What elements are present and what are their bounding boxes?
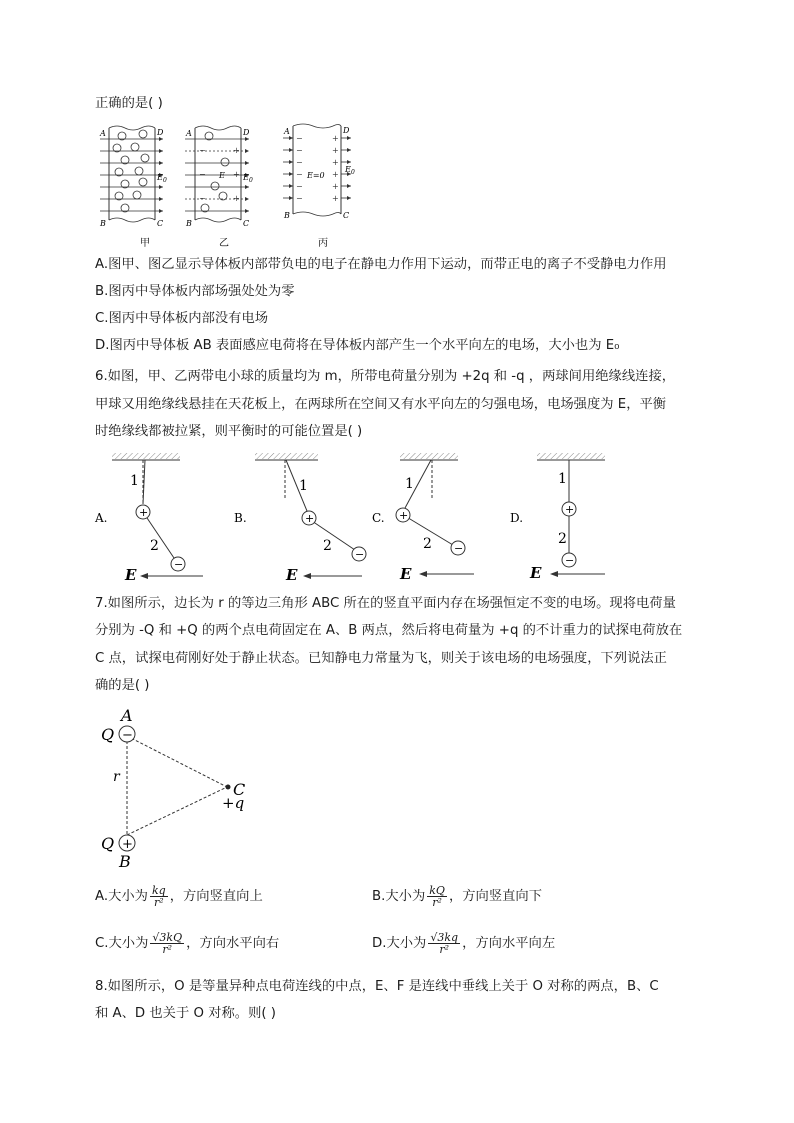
- svg-text:−: −: [296, 194, 303, 203]
- q7-label-a: A: [121, 706, 133, 725]
- q8-stem-line1: 8.如图所示，O 是等量异种点电荷连线的中点，E、F 是连线中垂线上关于 O 对称的两点，B、C: [95, 979, 659, 994]
- fig-bing-label-e0: E: [345, 165, 351, 174]
- svg-text:−: −: [296, 146, 303, 155]
- svg-text:+: +: [305, 512, 315, 525]
- q6a-thread-2: 2: [150, 538, 159, 554]
- fig-jia-label-e0-sub: 0: [163, 177, 167, 184]
- q6b-field-label: E: [286, 566, 298, 584]
- fig-bing-label-a: A: [284, 127, 290, 136]
- q7-option-b: B.大小为 $\frac{kQ}{\text{r²}}$ ，方向竖直向下: [372, 883, 543, 909]
- q6a-thread-1: 1: [130, 473, 139, 489]
- q6-figures: [90, 450, 620, 585]
- svg-text:−: −: [174, 558, 184, 571]
- q7-figure: [95, 705, 265, 875]
- q7-stem-line3: C 点，试探电荷刚好处于静止状态。已知静电力常量为飞，则关于该电场的电场强度，下列说法正: [95, 651, 667, 666]
- q5-intro: 正确的是( ): [95, 96, 163, 111]
- fig-jia-label-e0: E: [157, 173, 163, 182]
- q6-letter-d: D.: [510, 511, 524, 525]
- q8-stem-line2: 和 A、D 也关于 O 对称。则( ): [95, 1006, 276, 1021]
- q7-stem-line4: 确的是( ): [95, 678, 150, 693]
- svg-text:−: −: [565, 554, 575, 567]
- figure-yi: [185, 126, 253, 249]
- fig-yi-caption: 乙: [219, 238, 229, 249]
- svg-text:−: −: [199, 194, 206, 203]
- q6b-thread-2: 2: [323, 538, 332, 554]
- q6c-thread-2: 2: [423, 536, 432, 552]
- q7-option-d: D.大小为 $\frac{√3kq}{\text{r²}}$ ，方向水平向左: [372, 930, 556, 956]
- svg-text:+: +: [233, 146, 240, 155]
- fig-bing-label-e0-sub: 0: [351, 169, 355, 176]
- fig-yi-label-d: D: [243, 128, 250, 137]
- q7-stem-line2: 分别为 -Q 和 +Q 的两个点电荷固定在 A、B 两点，然后将电荷量为 +q 的不计重力的试探电荷放在: [95, 623, 683, 638]
- fig-bing-label-b: B: [284, 211, 290, 220]
- svg-text:+: +: [332, 182, 339, 191]
- q6-option-a-figure: [94, 453, 203, 584]
- fig-yi-label-a: A: [186, 129, 192, 138]
- q7-label-q: +q: [222, 794, 245, 812]
- svg-text:+: +: [332, 170, 339, 179]
- svg-text:+: +: [233, 194, 240, 203]
- fig-jia-label-c: C: [157, 219, 164, 228]
- q6-stem-line1: 6.如图，甲、乙两带电小球的质量均为 m，所带电荷量分别为 +2q 和 -q ，两球间用绝缘线连接，: [95, 369, 676, 384]
- svg-text:+: +: [233, 170, 240, 179]
- svg-text:−: −: [296, 134, 303, 143]
- fig-jia-label-b: B: [100, 219, 106, 228]
- q6c-thread-1: 1: [405, 476, 414, 492]
- q7-option-d-fraction: $\frac{√3kq}{\text{r²}}$: [430, 930, 459, 956]
- svg-text:−: −: [296, 158, 303, 167]
- q6d-thread-2: 2: [558, 531, 567, 547]
- q6-option-c-figure: [372, 453, 474, 583]
- q7-option-c: C.大小为 $\frac{√3kQ}{\text{r²}}$ ，方向水平向右: [95, 930, 280, 956]
- fig-jia-label-a: A: [100, 129, 106, 138]
- svg-text:−: −: [296, 170, 303, 179]
- svg-text:−: −: [355, 548, 365, 561]
- q7-option-a-fraction: $\frac{kq}{\text{r²}}$: [151, 883, 166, 909]
- fig-yi-label-c: C: [243, 219, 250, 228]
- q5-option-b: B.图丙中导体板内部场强处处为零: [95, 284, 295, 299]
- q7-label-r: r: [113, 769, 120, 785]
- q6-letter-c: C.: [372, 511, 385, 525]
- q6-option-b-figure: [234, 453, 366, 584]
- figure-bing: [283, 124, 355, 249]
- q7-label-qa: Q: [101, 725, 115, 744]
- q6b-thread-1: 1: [299, 478, 308, 494]
- svg-text:+: +: [139, 506, 149, 519]
- fig-bing-label-c: C: [343, 211, 350, 220]
- svg-text:+: +: [122, 837, 133, 852]
- fig-jia-label-d: D: [157, 128, 164, 137]
- q7-point-c: [226, 785, 231, 790]
- svg-text:+: +: [332, 134, 339, 143]
- q5-option-c: C.图丙中导体板内部没有电场: [95, 311, 269, 326]
- fig-bing-label-ezero: E=0: [307, 171, 325, 180]
- q6-stem-line2: 甲球又用绝缘线悬挂在天花板上，在两球所在空间又有水平向左的匀强电场，电场强度为 E，平衡: [95, 397, 667, 412]
- svg-text:−: −: [199, 170, 206, 179]
- q6-letter-a: A.: [95, 511, 108, 525]
- svg-text:−: −: [296, 182, 303, 191]
- q6-option-d-figure: [510, 453, 605, 582]
- q7-stem-line1: 7.如图所示，边长为 r 的等边三角形 ABC 所在的竖直平面内存在场强恒定不变的电场。现将电荷量: [95, 596, 676, 611]
- fig-yi-label-b: B: [186, 219, 192, 228]
- q7-label-c: C: [233, 780, 246, 799]
- q7-option-c-fraction: $\frac{√3kQ}{\text{r²}}$: [152, 930, 183, 956]
- svg-text:+: +: [399, 509, 409, 522]
- svg-text:+: +: [332, 194, 339, 203]
- q5-option-a: A.图甲、图乙显示导体板内部带负电的电子在静电力作用下运动，而带正电的离子不受静电力作用: [95, 257, 667, 272]
- q6d-field-label: E: [530, 564, 542, 582]
- svg-text:−: −: [122, 728, 133, 743]
- q5-option-d: D.图丙中导体板 AB 表面感应电荷将在导体板内部产生一个水平向左的电场，大小也为 E₀: [95, 338, 620, 353]
- q7-label-b: B: [119, 852, 131, 871]
- q6c-field-label: E: [400, 565, 412, 583]
- fig-jia-caption: 甲: [140, 238, 150, 249]
- svg-text:+: +: [332, 158, 339, 167]
- q6a-field-label: E: [125, 566, 137, 584]
- q7-label-qb: Q: [101, 834, 115, 853]
- fig-yi-label-e: E: [219, 171, 225, 180]
- figure-jia: [99, 126, 167, 249]
- fig-yi-label-e0-sub: 0: [249, 177, 253, 184]
- q6d-thread-1: 1: [558, 471, 567, 487]
- q6-stem-line3: 时绝缘线都被拉紧，则平衡时的可能位置是( ): [95, 424, 363, 439]
- svg-text:−: −: [199, 146, 206, 155]
- fig-bing-caption: 丙: [318, 238, 328, 249]
- fig-bing-label-d: D: [343, 126, 350, 135]
- q7-option-a: A.大小为 $\frac{kq}{\text{r²}}$ ，方向竖直向上: [95, 883, 263, 909]
- svg-text:+: +: [332, 146, 339, 155]
- fig-yi-label-e0: E: [243, 173, 249, 182]
- q7-option-b-fraction: $\frac{kQ}{\text{r²}}$: [429, 883, 445, 909]
- svg-text:−: −: [454, 542, 464, 555]
- q5-figures: [95, 122, 365, 250]
- q6-letter-b: B.: [234, 511, 247, 525]
- svg-text:+: +: [565, 503, 575, 516]
